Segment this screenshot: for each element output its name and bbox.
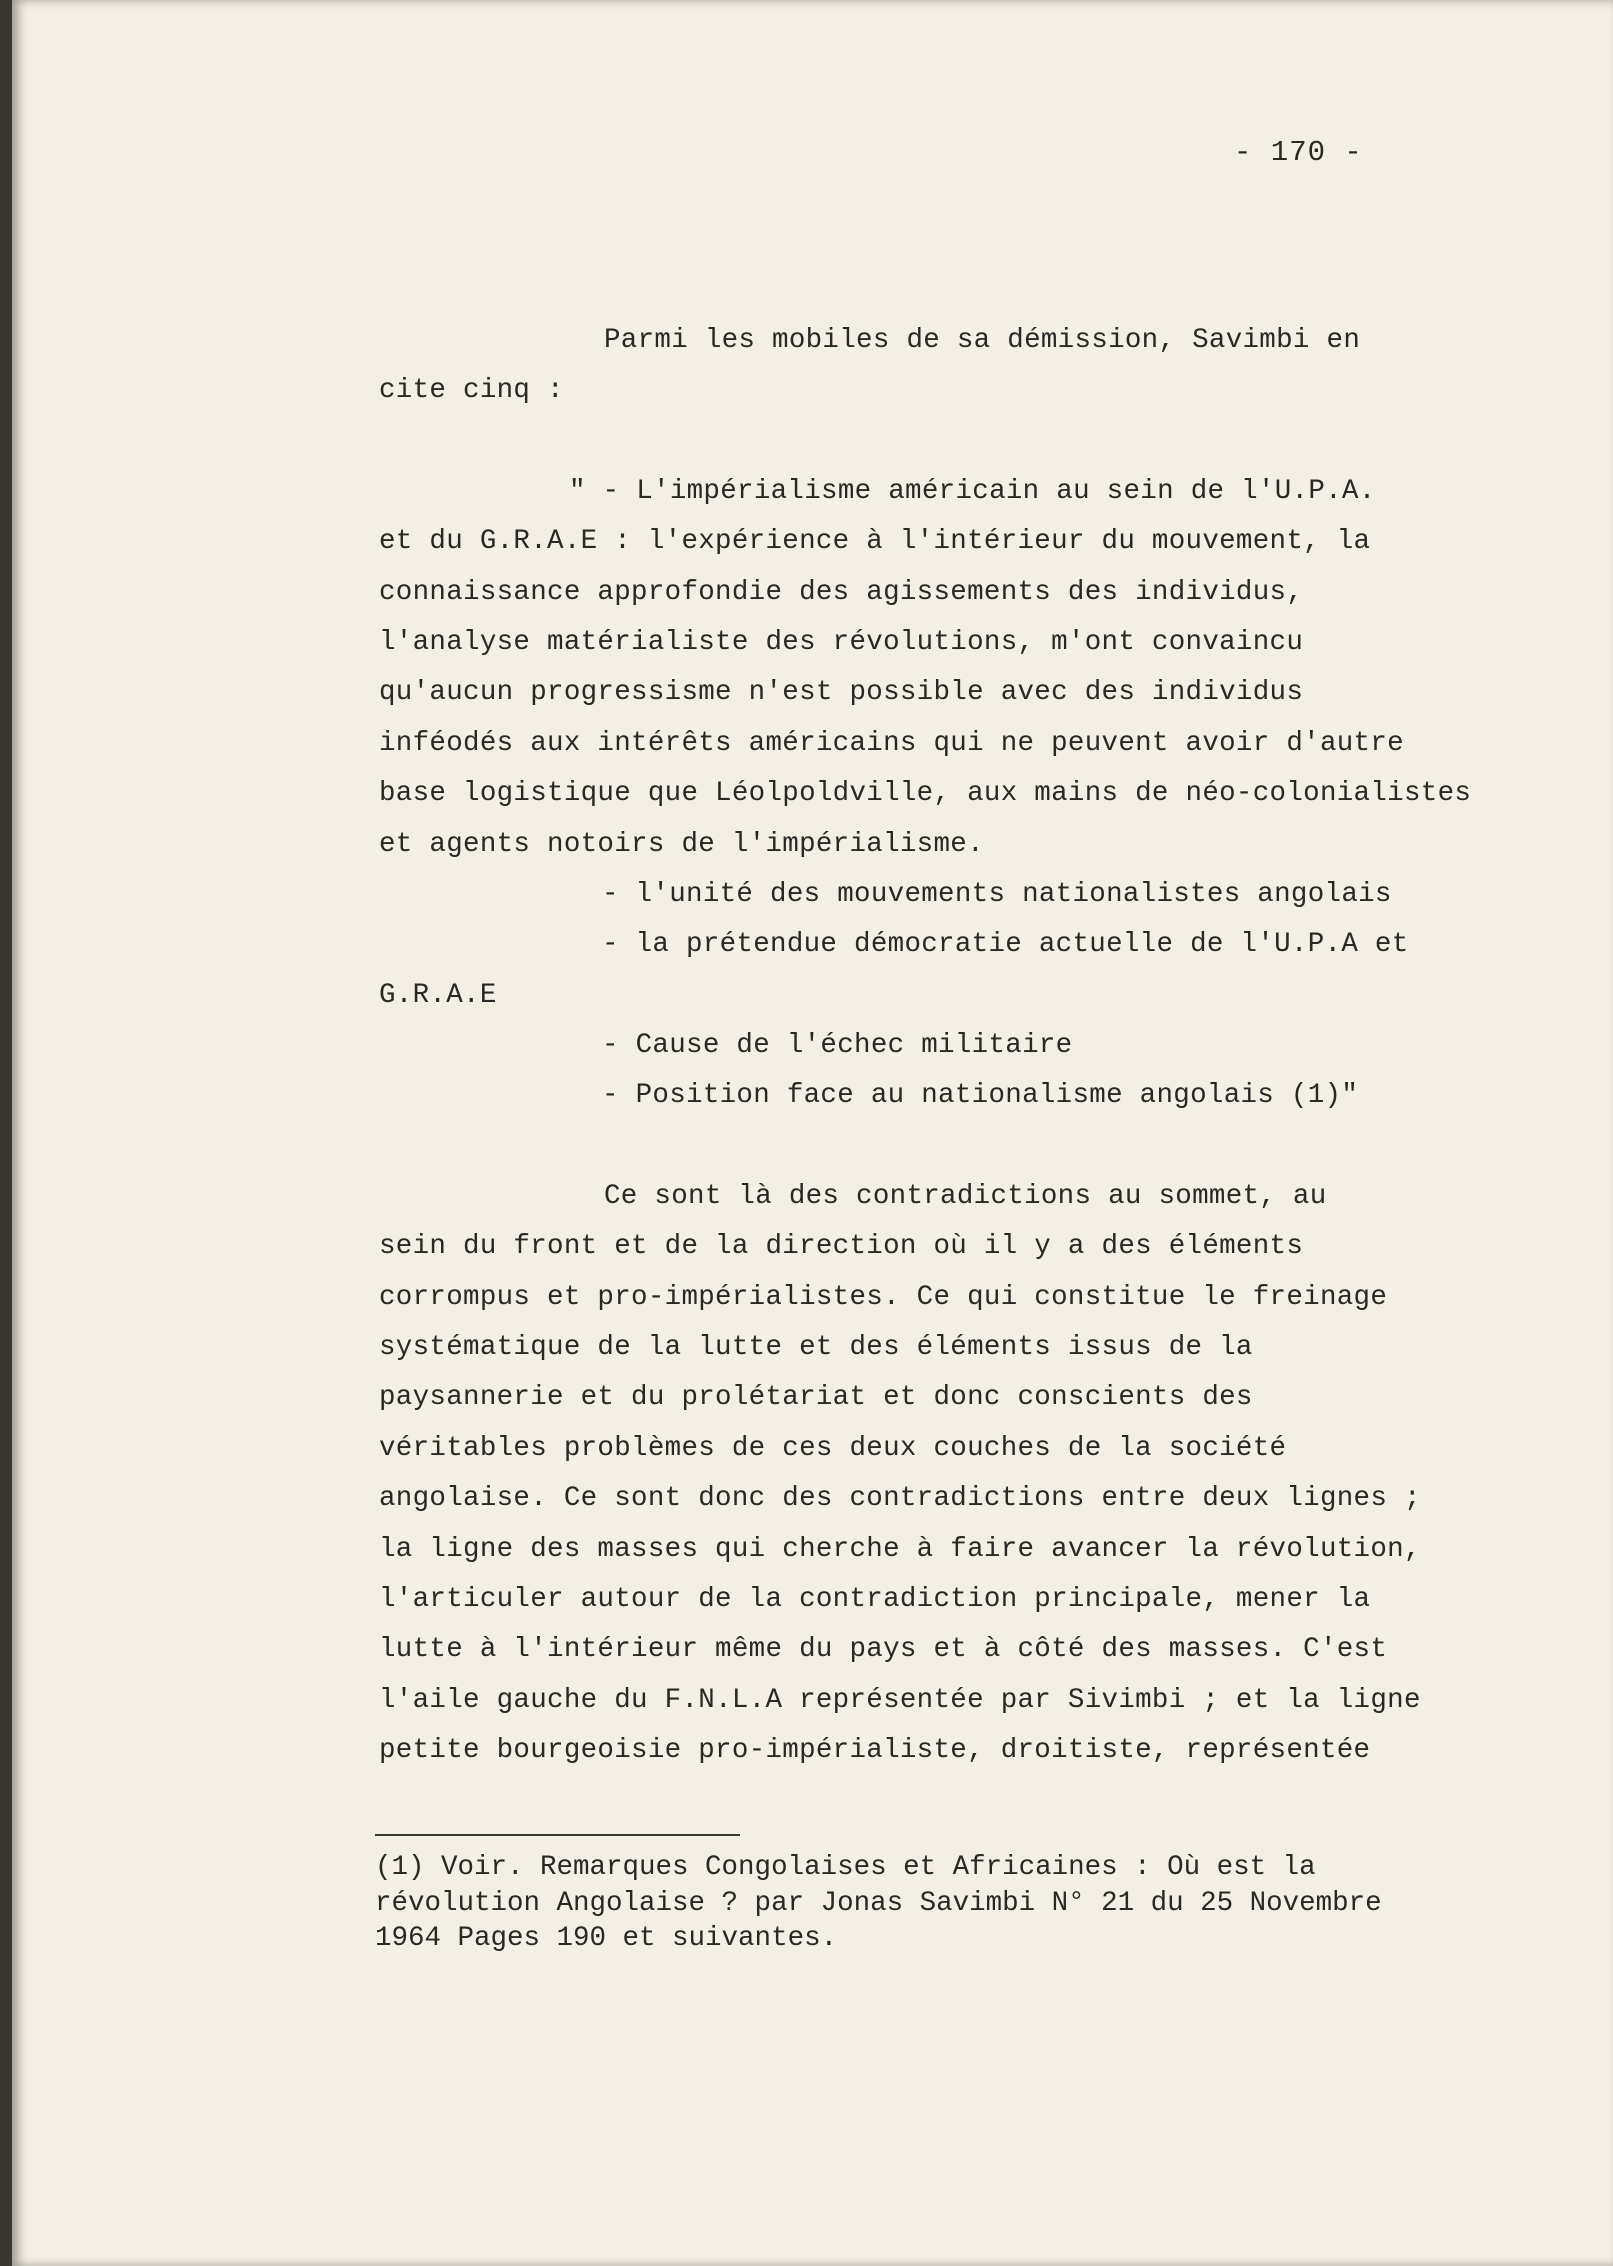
quote-line: l'analyse matérialiste des révolutions, m'ont convaincu bbox=[379, 626, 1304, 658]
footnote-line: révolution Angolaise ? par Jonas Savimbi N° 21 du 25 Novembre bbox=[375, 1887, 1382, 1919]
paragraph-line: sein du front et de la direction où il y a des éléments bbox=[379, 1231, 1304, 1263]
paragraph-line: l'articuler autour de la contradiction principale, mener la bbox=[379, 1583, 1371, 1615]
quote-line: connaissance approfondie des agissements des individus, bbox=[379, 576, 1304, 608]
paragraph-line: petite bourgeoisie pro-impérialiste, droitiste, représentée bbox=[379, 1735, 1371, 1767]
quote-line: et agents notoirs de l'impérialisme. bbox=[379, 828, 984, 860]
footnote-line: (1) Voir. Remarques Congolaises et Africaines : Où est la bbox=[375, 1852, 1316, 1883]
paragraph-line: paysannerie et du prolétariat et donc conscients des bbox=[379, 1382, 1253, 1414]
footnote-divider bbox=[375, 1834, 740, 1836]
page-number: - 170 - bbox=[1234, 136, 1363, 169]
quote-list-item: - la prétendue démocratie actuelle de l'U.P.A et bbox=[602, 929, 1409, 961]
paragraph-line: l'aile gauche du F.N.L.A représentée par Sivimbi ; et la ligne bbox=[379, 1684, 1421, 1716]
paragraph-line: lutte à l'intérieur même du pays et à côté des masses. C'est bbox=[379, 1634, 1388, 1666]
quotation-block bbox=[379, 467, 1519, 1122]
footnote bbox=[375, 1850, 1515, 1957]
quote-list-item: - l'unité des mouvements nationalistes angolais bbox=[602, 878, 1392, 910]
intro-line-2: cite cinq : bbox=[379, 375, 564, 407]
quote-line: base logistique que Léolpoldville, aux mains de néo-colonialistes bbox=[379, 778, 1472, 810]
paragraph-line: corrompus et pro-impérialistes. Ce qui constitue le freinage bbox=[379, 1281, 1388, 1313]
footnote-line: 1964 Pages 190 et suivantes. bbox=[375, 1923, 838, 1954]
paragraph-line: systématique de la lutte et des éléments issus de la bbox=[379, 1332, 1253, 1364]
paragraph-line: angolaise. Ce sont donc des contradictions entre deux lignes ; bbox=[379, 1483, 1421, 1515]
quote-list-item: - Cause de l'échec militaire bbox=[602, 1030, 1073, 1062]
quote-line: qu'aucun progressisme n'est possible avec des individus bbox=[379, 677, 1304, 709]
quote-list-item: - Position face au nationalisme angolais (1)" bbox=[602, 1080, 1359, 1112]
quote-line: et du G.R.A.E : l'expérience à l'intérieur du mouvement, la bbox=[379, 526, 1371, 558]
quote-line: inféodés aux intérêts américains qui ne peuvent avoir d'autre bbox=[379, 727, 1404, 759]
paragraph-line: véritables problèmes de ces deux couches de la société bbox=[379, 1432, 1287, 1464]
body-text bbox=[379, 316, 1519, 1777]
paragraph-line: la ligne des masses qui cherche à faire avancer la révolution, bbox=[379, 1533, 1421, 1565]
quote-list-continuation: G.R.A.E bbox=[379, 979, 497, 1011]
quote-line: " - L'impérialisme américain au sein de l'U.P.A. bbox=[569, 475, 1376, 507]
paragraph-line: Ce sont là des contradictions au sommet, au bbox=[604, 1180, 1327, 1212]
intro-line-1: Parmi les mobiles de sa démission, Savimbi en bbox=[604, 325, 1361, 356]
document-page bbox=[12, 0, 1613, 2266]
main-paragraph bbox=[379, 1172, 1519, 1777]
